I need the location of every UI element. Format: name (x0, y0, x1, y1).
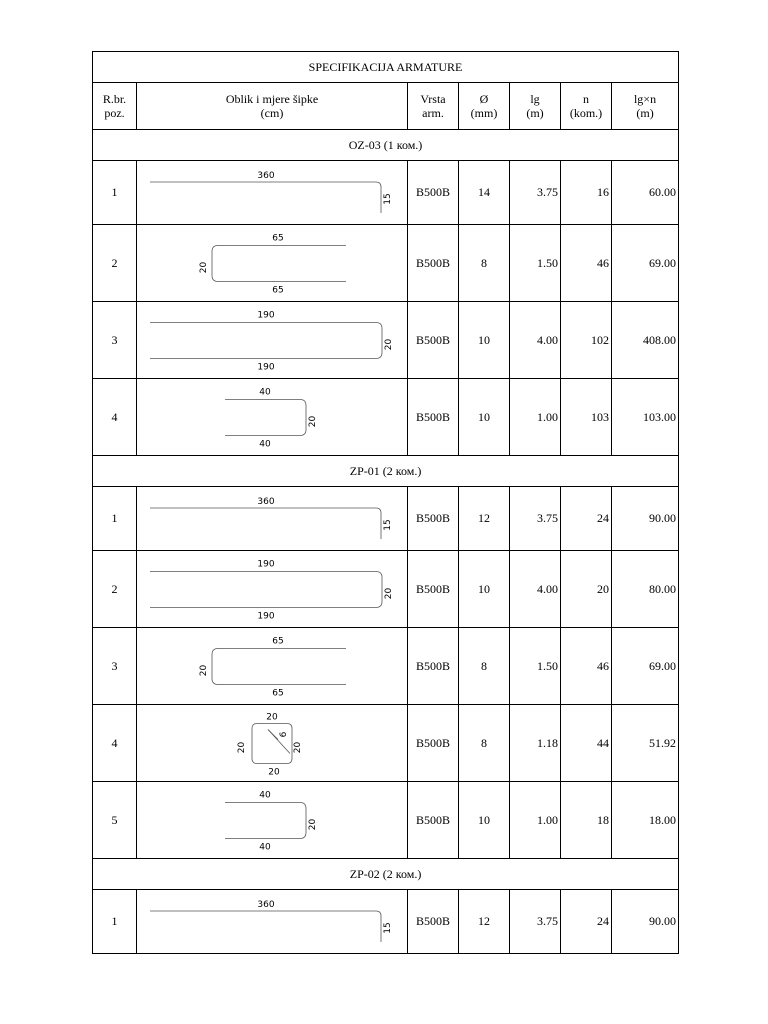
count-value: 102 (561, 302, 612, 379)
length-value: 1.18 (510, 705, 561, 782)
header-row (93, 83, 679, 130)
steel-grade: B500B (408, 379, 459, 456)
bar-shape-drawing (138, 226, 406, 301)
dimension-label: 20 (266, 712, 278, 722)
group-header-row (93, 456, 679, 487)
shape-cell (137, 551, 408, 628)
total-length-value: 80.00 (612, 551, 679, 628)
total-length-value: 408.00 (612, 302, 679, 379)
count-value: 24 (561, 890, 612, 954)
shape-cell (137, 705, 408, 782)
bar-shape-drawing (138, 488, 406, 550)
table-row (93, 225, 679, 302)
steel-grade: B500B (408, 302, 459, 379)
bar-shape-drawing (138, 162, 406, 224)
total-length-value: 90.00 (612, 890, 679, 954)
dimension-label: 20 (308, 415, 318, 427)
dimension-label: 65 (272, 636, 284, 646)
group-title: OZ-03 (1 ком.) (93, 130, 679, 161)
bar-shape (212, 245, 346, 281)
length-value: 4.00 (510, 551, 561, 628)
dimension-label: 20 (384, 587, 394, 599)
position-number: 5 (93, 782, 137, 859)
table-row (93, 551, 679, 628)
table-title: SPECIFIKACIJA ARMATURE (93, 52, 679, 83)
dimension-label: 20 (199, 261, 209, 273)
total-length-value: 69.00 (612, 225, 679, 302)
bar-shape-drawing (138, 380, 406, 455)
position-number: 2 (93, 551, 137, 628)
bar-shape-drawing (138, 783, 406, 858)
diameter-value: 10 (459, 551, 510, 628)
dimension-label: 65 (272, 285, 284, 295)
dimension-label: 6 (279, 731, 289, 737)
shape-cell (137, 890, 408, 954)
total-length-value: 90.00 (612, 487, 679, 551)
bar-shape-drawing (138, 706, 406, 781)
shape-cell (137, 161, 408, 225)
dimension-label: 360 (257, 170, 275, 181)
length-value: 1.50 (510, 225, 561, 302)
bar-shape-drawing (138, 552, 406, 627)
total-length-value: 103.00 (612, 379, 679, 456)
group-title: ZP-02 (2 ком.) (93, 859, 679, 890)
steel-grade: B500B (408, 487, 459, 551)
dimension-label: 15 (383, 192, 393, 205)
diameter-value: 14 (459, 161, 510, 225)
dimension-label: 20 (308, 818, 318, 830)
position-number: 3 (93, 302, 137, 379)
bar-shape (225, 399, 306, 435)
bar-shape (212, 648, 346, 684)
table-row (93, 487, 679, 551)
shape-cell (137, 379, 408, 456)
total-length-value: 69.00 (612, 628, 679, 705)
steel-grade: B500B (408, 161, 459, 225)
steel-grade: B500B (408, 782, 459, 859)
length-value: 3.75 (510, 890, 561, 954)
diameter-value: 8 (459, 628, 510, 705)
dimension-label: 40 (259, 387, 271, 397)
bar-shape (225, 802, 306, 838)
steel-grade: B500B (408, 551, 459, 628)
dimension-label: 360 (257, 496, 275, 507)
shape-cell (137, 782, 408, 859)
count-value: 46 (561, 628, 612, 705)
length-value: 3.75 (510, 487, 561, 551)
table-row (93, 628, 679, 705)
group-header-row (93, 130, 679, 161)
bar-shape (150, 571, 382, 607)
table-row (93, 782, 679, 859)
count-value: 46 (561, 225, 612, 302)
dimension-label: 40 (259, 790, 271, 800)
diameter-value: 12 (459, 890, 510, 954)
position-number: 2 (93, 225, 137, 302)
shape-cell (137, 302, 408, 379)
total-length-value: 18.00 (612, 782, 679, 859)
diameter-value: 8 (459, 705, 510, 782)
dimension-label: 20 (293, 741, 303, 753)
count-value: 20 (561, 551, 612, 628)
header-rbr: R.br. poz. (93, 83, 137, 130)
length-value: 4.00 (510, 302, 561, 379)
dimension-label: 20 (237, 741, 247, 753)
dimension-label: 190 (257, 559, 275, 569)
bar-shape (150, 911, 381, 942)
count-value: 44 (561, 705, 612, 782)
group-title: ZP-01 (2 ком.) (93, 456, 679, 487)
count-value: 16 (561, 161, 612, 225)
total-length-value: 60.00 (612, 161, 679, 225)
diameter-value: 10 (459, 302, 510, 379)
shape-cell (137, 628, 408, 705)
bar-shape-drawing (138, 303, 406, 378)
bar-shape (268, 729, 278, 739)
table-row (93, 302, 679, 379)
dimension-label: 15 (383, 518, 393, 531)
diameter-value: 12 (459, 487, 510, 551)
diameter-value: 10 (459, 782, 510, 859)
dimension-label: 190 (257, 611, 275, 621)
position-number: 1 (93, 161, 137, 225)
length-value: 1.00 (510, 782, 561, 859)
header-count: n (kom.) (561, 83, 612, 130)
dimension-label: 15 (383, 921, 393, 934)
length-value: 1.50 (510, 628, 561, 705)
table-row (93, 379, 679, 456)
header-diameter: Ø (mm) (459, 83, 510, 130)
length-value: 1.00 (510, 379, 561, 456)
total-length-value: 51.92 (612, 705, 679, 782)
count-value: 18 (561, 782, 612, 859)
shape-cell (137, 225, 408, 302)
dimension-label: 40 (259, 842, 271, 852)
count-value: 24 (561, 487, 612, 551)
bar-shape (252, 723, 292, 763)
dimension-label: 65 (272, 688, 284, 698)
header-shape: Oblik i mjere šipke (cm) (137, 83, 408, 130)
position-number: 4 (93, 705, 137, 782)
dimension-label: 40 (259, 439, 271, 449)
dimension-label: 20 (199, 664, 209, 676)
bar-shape (150, 322, 382, 358)
shape-cell (137, 487, 408, 551)
dimension-label: 360 (257, 899, 275, 910)
header-length: lg (m) (510, 83, 561, 130)
position-number: 1 (93, 890, 137, 954)
bar-shape (150, 508, 381, 539)
count-value: 103 (561, 379, 612, 456)
dimension-label: 20 (384, 338, 394, 350)
bar-shape-drawing (138, 891, 406, 953)
reinforcement-spec-table (92, 51, 679, 954)
diameter-value: 8 (459, 225, 510, 302)
steel-grade: B500B (408, 890, 459, 954)
steel-grade: B500B (408, 225, 459, 302)
dimension-label: 65 (272, 233, 284, 243)
dimension-label: 190 (257, 310, 275, 320)
header-total: lg×n (m) (612, 83, 679, 130)
dimension-label: 20 (268, 767, 280, 777)
header-vrsta: Vrsta arm. (408, 83, 459, 130)
length-value: 3.75 (510, 161, 561, 225)
table-row (93, 161, 679, 225)
dimension-label: 190 (257, 362, 275, 372)
position-number: 4 (93, 379, 137, 456)
steel-grade: B500B (408, 628, 459, 705)
group-header-row (93, 859, 679, 890)
table-row (93, 705, 679, 782)
steel-grade: B500B (408, 705, 459, 782)
position-number: 1 (93, 487, 137, 551)
title-row (93, 52, 679, 83)
diameter-value: 10 (459, 379, 510, 456)
bar-shape-drawing (138, 629, 406, 704)
table-row (93, 890, 679, 954)
position-number: 3 (93, 628, 137, 705)
bar-shape (150, 182, 381, 213)
